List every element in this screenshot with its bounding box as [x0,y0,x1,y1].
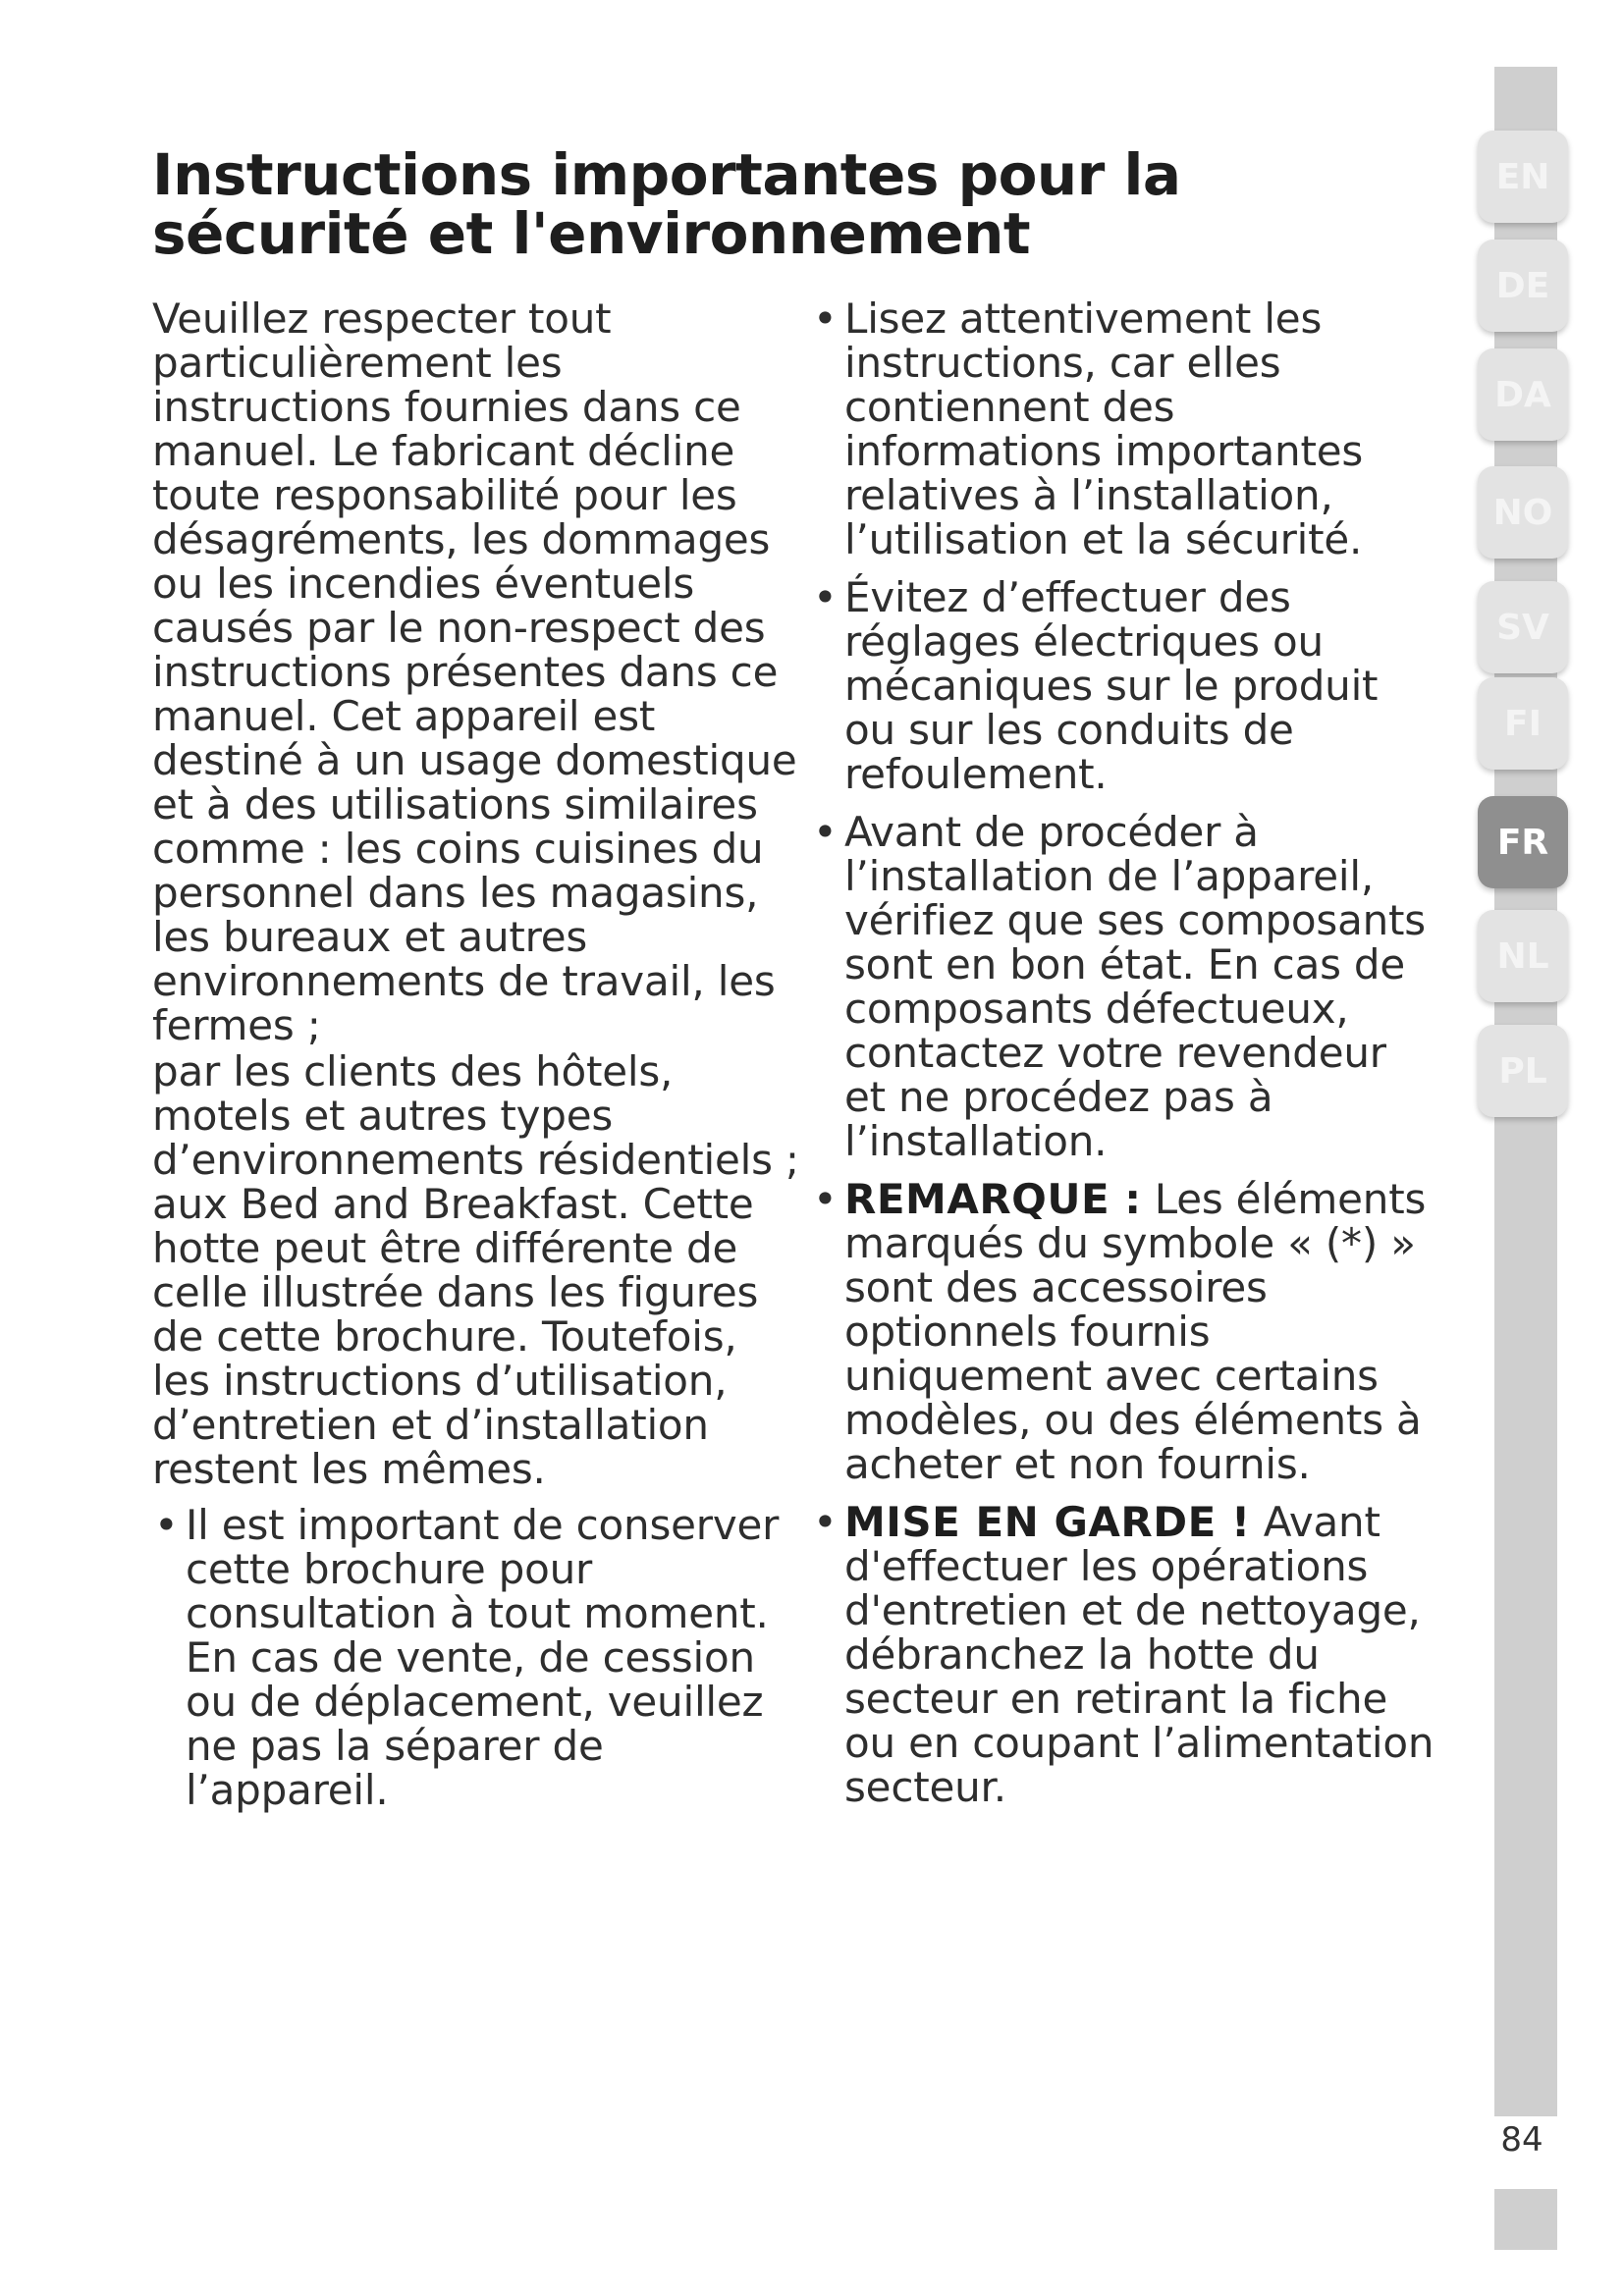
footer-block [1494,2189,1557,2250]
note-label: REMARQUE : [844,1175,1142,1223]
intro-paragraph-2: par les clients des hôtels, motels et autres types d’environnements résidentiels ; aux Bed and Breakfast. Cette hotte peut être différente de celle illustrée dans les figures de cette brochure. Toutefois, les instructions d’utilisation, d’entretien et d’installation restent les mêmes. [152,1047,799,1493]
language-tab-no[interactable]: NO [1478,466,1568,559]
bullet-read-instructions: • Lisez attentivement les instructions, car elles contiennent des informations importantes relatives à l’installation, l’utilisation et la sécurité. [811,296,1439,561]
intro-paragraph-1: Veuillez respecter tout particulièrement les instructions fournies dans ce manuel. Le fabricant décline toute responsabilité pour les désagréments, les dommages ou les incendies éventuels causés par le non-respect des instructions présentes dans ce manuel. Cet appareil est destiné à un usage domestique et à des utilisations similaires comme : les coins cuisines du personnel dans les magasins, les bureaux et autres environnements de travail, les fermes ; [152,294,797,1049]
title-line-1: Instructions importantes pour la [152,141,1181,208]
language-tab-fr[interactable]: FR [1478,796,1568,888]
title-line-2: sécurité et l'environnement [152,200,1031,267]
bullet-avoid-adjustments: • Évitez d’effectuer des réglages électriques ou mécaniques sur le produit ou sur les conduits de refoulement. [811,575,1439,796]
language-tab-fi[interactable]: FI [1478,677,1568,770]
page-title [152,141,1330,267]
right-column [811,296,1439,1809]
language-tab-en[interactable]: EN [1478,131,1568,223]
warning-text: Avant d'effectuer les opérations d'entretien et de nettoyage, débranchez la hotte du secteur en retirant la fiche ou en coupant l’alimentation secteur. [844,1498,1435,1811]
note-text: Les éléments marqués du symbole « (*) » sont des accessoires optionnels fournis uniquement avec certains modèles, ou des éléments à acheter et non fournis. [844,1175,1427,1488]
language-tab-sv[interactable]: SV [1478,581,1568,673]
language-tab-de[interactable]: DE [1478,240,1568,332]
bullet-check-components: • Avant de procéder à l’installation de l’appareil, vérifiez que ses composants sont en bon état. En cas de composants défectueux, contactez votre revendeur et ne procédez pas à l’installation. [811,810,1439,1163]
language-tab-nl[interactable]: NL [1478,910,1568,1002]
page-number: 84 [1500,2120,1543,2160]
bullet-keep-brochure: • Il est important de conserver cette brochure pour consultation à tout moment. En cas de vente, de cession ou de déplacement, veuillez ne pas la séparer de l’appareil. [152,1503,800,1812]
bullet-warning [811,1500,1439,1809]
language-tab-pl[interactable]: PL [1478,1025,1568,1117]
language-tab-da[interactable]: DA [1478,348,1568,441]
left-column [152,296,800,1812]
right-bullet-list [811,296,1439,1809]
warning-label: MISE EN GARDE ! [844,1498,1251,1546]
left-bullet-list [152,1503,800,1812]
bullet-note [811,1177,1439,1486]
